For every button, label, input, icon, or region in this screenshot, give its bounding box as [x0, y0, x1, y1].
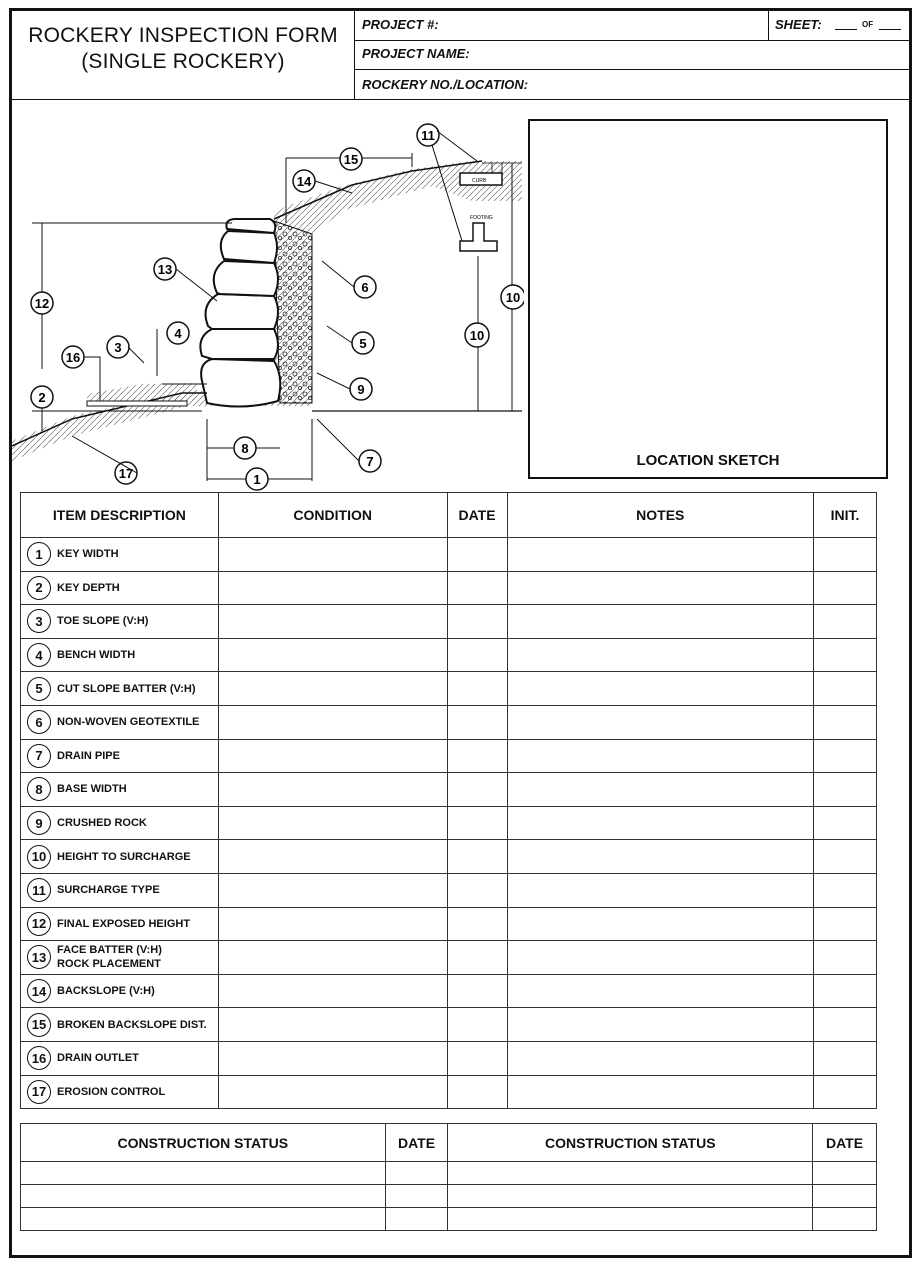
svg-text:FOOTING: FOOTING: [470, 215, 493, 221]
item-number-badge: 16: [27, 1046, 51, 1070]
init-cell[interactable]: [814, 806, 877, 840]
item-description-cell: [21, 974, 219, 1008]
item-number-badge: 17: [27, 1080, 51, 1104]
item-description-text: HEIGHT TO SURCHARGE: [57, 850, 191, 863]
condition-cell[interactable]: [218, 941, 447, 975]
header-notes: NOTES: [507, 493, 814, 538]
notes-cell[interactable]: [507, 1075, 814, 1109]
callout-10b: [501, 285, 524, 309]
svg-text:4: 4: [174, 326, 182, 341]
rock-2: [200, 329, 278, 359]
project-name-label: PROJECT NAME:: [362, 46, 470, 61]
item-description-text: KEY DEPTH: [57, 581, 120, 594]
table-row: [21, 571, 877, 605]
init-cell[interactable]: [814, 705, 877, 739]
header-date-left: DATE: [385, 1124, 448, 1162]
table-row: [21, 974, 877, 1008]
header-date: DATE: [447, 493, 507, 538]
rockery-location-label: ROCKERY NO./LOCATION:: [362, 77, 529, 92]
svg-text:7: 7: [366, 454, 374, 469]
status-date-right[interactable]: [813, 1185, 877, 1208]
svg-text:1: 1: [253, 472, 261, 487]
init-cell[interactable]: [814, 974, 877, 1008]
callout-5: [352, 332, 374, 354]
item-description-line1: FACE BATTER (V:H): [57, 944, 162, 957]
callout-16: [62, 346, 84, 368]
table-row: [21, 538, 877, 572]
init-cell[interactable]: [814, 1075, 877, 1109]
notes-cell[interactable]: [507, 941, 814, 975]
svg-text:9: 9: [357, 382, 365, 397]
construction-status-table: [20, 1123, 877, 1231]
condition-cell[interactable]: [218, 739, 447, 773]
header-construction-status-left: CONSTRUCTION STATUS: [21, 1124, 386, 1162]
notes-cell[interactable]: [507, 739, 814, 773]
table-row: [21, 873, 877, 907]
date-cell[interactable]: [447, 941, 507, 975]
condition-cell[interactable]: [218, 672, 447, 706]
item-description-text: [57, 943, 162, 971]
item-description-cell: [21, 571, 219, 605]
header-date-right: DATE: [813, 1124, 877, 1162]
form-subtitle: (SINGLE ROCKERY): [81, 50, 285, 73]
status-date-right[interactable]: [813, 1162, 877, 1185]
project-info-block: [354, 11, 909, 99]
init-cell[interactable]: [814, 571, 877, 605]
item-description-line2: ROCK PLACEMENT: [57, 958, 161, 971]
item-description-text: CUT SLOPE BATTER (V:H): [57, 682, 196, 695]
item-description-cell: [21, 1041, 219, 1075]
item-number-badge: 2: [27, 576, 51, 600]
project-number-field[interactable]: [354, 11, 909, 41]
notes-cell[interactable]: [507, 907, 814, 941]
status-row: [21, 1185, 877, 1208]
table-row: [21, 605, 877, 639]
date-cell[interactable]: [447, 806, 507, 840]
svg-text:14: 14: [296, 174, 312, 189]
item-description-text: DRAIN PIPE: [57, 749, 120, 762]
condition-cell[interactable]: [218, 1075, 447, 1109]
status-cell-left[interactable]: [21, 1208, 386, 1231]
table-row: [21, 1075, 877, 1109]
date-cell[interactable]: [447, 1041, 507, 1075]
item-description-text: FINAL EXPOSED HEIGHT: [57, 917, 191, 930]
callout-1: [246, 468, 268, 490]
item-number-badge: 11: [27, 878, 51, 902]
status-header-row: [21, 1124, 877, 1162]
table-row: [21, 638, 877, 672]
rock-5: [221, 231, 277, 263]
table-row: [21, 1008, 877, 1042]
condition-cell[interactable]: [218, 538, 447, 572]
table-row: [21, 705, 877, 739]
notes-cell[interactable]: [507, 571, 814, 605]
init-cell[interactable]: [814, 739, 877, 773]
rock-4: [214, 261, 278, 296]
item-number-badge: 6: [27, 710, 51, 734]
status-cell-left[interactable]: [21, 1185, 386, 1208]
item-description-text: BENCH WIDTH: [57, 649, 136, 662]
callout-3: [107, 336, 129, 358]
svg-text:12: 12: [34, 296, 50, 311]
table-row: [21, 672, 877, 706]
location-sketch-label: LOCATION SKETCH: [636, 452, 780, 469]
item-description-text: BACKSLOPE (V:H): [57, 985, 155, 998]
item-description-text: NON-WOVEN GEOTEXTILE: [57, 716, 200, 729]
rock-3: [206, 294, 278, 329]
condition-cell[interactable]: [218, 705, 447, 739]
item-description-cell: [21, 806, 219, 840]
condition-cell[interactable]: [218, 840, 447, 874]
item-number-badge: 10: [27, 845, 51, 869]
svg-text:8: 8: [241, 441, 249, 456]
item-description-text: BASE WIDTH: [57, 783, 127, 796]
item-number-badge: 5: [27, 677, 51, 701]
table-row: [21, 941, 877, 975]
header-item-description: ITEM DESCRIPTION: [21, 493, 219, 538]
condition-cell[interactable]: [218, 907, 447, 941]
item-description-cell: [21, 605, 219, 639]
table-row: [21, 773, 877, 807]
callout-13: [154, 258, 176, 280]
date-cell[interactable]: [447, 873, 507, 907]
table-row: [21, 739, 877, 773]
notes-cell[interactable]: [507, 873, 814, 907]
table-row: [21, 840, 877, 874]
sheet-of-label: OF: [862, 20, 874, 29]
status-date-left[interactable]: [385, 1208, 448, 1231]
date-cell[interactable]: [447, 907, 507, 941]
status-cell-right[interactable]: [448, 1208, 813, 1231]
item-description-text: BROKEN BACKSLOPE DIST.: [57, 1018, 207, 1031]
callout-2: [31, 386, 53, 408]
header-divider: [12, 99, 909, 100]
date-cell[interactable]: [447, 739, 507, 773]
condition-cell[interactable]: [218, 1041, 447, 1075]
sheet-field[interactable]: [768, 11, 909, 40]
svg-text:15: 15: [343, 152, 359, 167]
svg-text:2: 2: [38, 390, 46, 405]
date-cell[interactable]: [447, 571, 507, 605]
callout-14: [293, 170, 315, 192]
date-cell[interactable]: [447, 1075, 507, 1109]
callout-4: [167, 322, 189, 344]
init-cell[interactable]: [814, 672, 877, 706]
item-description-text: TOE SLOPE (V:H): [57, 615, 149, 628]
sheet-number-blank[interactable]: [835, 29, 857, 30]
item-description-cell: [21, 907, 219, 941]
condition-cell[interactable]: [218, 605, 447, 639]
condition-cell[interactable]: [218, 773, 447, 807]
status-date-right[interactable]: [813, 1208, 877, 1231]
date-cell[interactable]: [447, 638, 507, 672]
svg-text:3: 3: [114, 340, 122, 355]
notes-cell[interactable]: [507, 705, 814, 739]
sheet-label: SHEET:: [775, 17, 822, 32]
table-row: [21, 907, 877, 941]
location-sketch-box[interactable]: [528, 119, 888, 479]
status-date-left[interactable]: [385, 1162, 448, 1185]
condition-cell[interactable]: [218, 638, 447, 672]
notes-cell[interactable]: [507, 1041, 814, 1075]
notes-cell[interactable]: [507, 605, 814, 639]
svg-text:CURB: CURB: [472, 178, 487, 184]
sheet-total-blank[interactable]: [879, 29, 901, 30]
notes-cell[interactable]: [507, 974, 814, 1008]
svg-text:11: 11: [421, 128, 435, 143]
status-row: [21, 1208, 877, 1231]
item-number-badge: 1: [27, 542, 51, 566]
condition-cell[interactable]: [218, 806, 447, 840]
item-description-text: SURCHARGE TYPE: [57, 884, 160, 897]
item-description-cell: [21, 941, 219, 975]
init-cell[interactable]: [814, 941, 877, 975]
item-number-badge: 7: [27, 744, 51, 768]
date-cell[interactable]: [447, 773, 507, 807]
callout-7: [359, 450, 381, 472]
status-cell-right[interactable]: [448, 1162, 813, 1185]
callout-9: [350, 378, 372, 400]
rockery-cross-section-diagram: [12, 101, 524, 491]
svg-text:10: 10: [469, 328, 485, 343]
callout-12: [31, 292, 53, 314]
item-description-cell: [21, 840, 219, 874]
date-cell[interactable]: [447, 974, 507, 1008]
notes-cell[interactable]: [507, 773, 814, 807]
condition-cell[interactable]: [218, 974, 447, 1008]
item-description-cell: [21, 705, 219, 739]
condition-cell[interactable]: [218, 873, 447, 907]
rockery-location-field[interactable]: [354, 69, 909, 99]
item-number-badge: 13: [27, 945, 51, 969]
notes-cell[interactable]: [507, 840, 814, 874]
date-cell[interactable]: [447, 605, 507, 639]
item-number-badge: 8: [27, 777, 51, 801]
inspection-items-table: [20, 492, 877, 1109]
item-number-badge: 12: [27, 912, 51, 936]
header-construction-status-right: CONSTRUCTION STATUS: [448, 1124, 813, 1162]
callout-11: [417, 124, 439, 146]
form-title: ROCKERY INSPECTION FORM: [28, 24, 338, 47]
init-cell[interactable]: [814, 1008, 877, 1042]
item-description-cell: [21, 773, 219, 807]
callout-15: [340, 148, 362, 170]
item-description-text: EROSION CONTROL: [57, 1085, 166, 1098]
header-condition: CONDITION: [218, 493, 447, 538]
callout-6: [354, 276, 376, 298]
status-row: [21, 1162, 877, 1185]
item-description-cell: [21, 1008, 219, 1042]
init-cell[interactable]: [814, 773, 877, 807]
notes-cell[interactable]: [507, 638, 814, 672]
init-cell[interactable]: [814, 1041, 877, 1075]
header-init: INIT.: [814, 493, 877, 538]
table-row: [21, 1041, 877, 1075]
item-description-cell: [21, 538, 219, 572]
notes-cell[interactable]: [507, 538, 814, 572]
callout-10a: [465, 323, 489, 347]
project-name-field[interactable]: [354, 40, 909, 70]
condition-cell[interactable]: [218, 1008, 447, 1042]
item-description-cell: [21, 638, 219, 672]
date-cell[interactable]: [447, 538, 507, 572]
status-cell-left[interactable]: [21, 1162, 386, 1185]
date-cell[interactable]: [447, 1008, 507, 1042]
svg-text:10: 10: [505, 290, 521, 305]
callout-17: [115, 462, 137, 484]
status-cell-right[interactable]: [448, 1185, 813, 1208]
item-description-cell: [21, 672, 219, 706]
notes-cell[interactable]: [507, 1008, 814, 1042]
init-cell[interactable]: [814, 605, 877, 639]
svg-text:16: 16: [65, 350, 81, 365]
init-cell[interactable]: [814, 840, 877, 874]
item-description-text: KEY WIDTH: [57, 548, 119, 561]
notes-cell[interactable]: [507, 806, 814, 840]
init-cell[interactable]: [814, 907, 877, 941]
item-number-badge: 4: [27, 643, 51, 667]
init-cell[interactable]: [814, 638, 877, 672]
form-title-block: [12, 11, 355, 99]
item-number-badge: 15: [27, 1013, 51, 1037]
callout-8: [234, 437, 256, 459]
item-description-cell: [21, 1075, 219, 1109]
init-cell[interactable]: [814, 538, 877, 572]
project-number-label: PROJECT #:: [362, 17, 439, 32]
status-date-left[interactable]: [385, 1185, 448, 1208]
date-cell[interactable]: [447, 840, 507, 874]
item-number-badge: 9: [27, 811, 51, 835]
date-cell[interactable]: [447, 672, 507, 706]
date-cell[interactable]: [447, 705, 507, 739]
item-description-cell: [21, 739, 219, 773]
items-header-row: [21, 493, 877, 538]
notes-cell[interactable]: [507, 672, 814, 706]
item-description-text: DRAIN OUTLET: [57, 1052, 139, 1065]
item-description-text: CRUSHED ROCK: [57, 817, 147, 830]
item-description-cell: [21, 873, 219, 907]
svg-text:17: 17: [118, 466, 134, 481]
item-number-badge: 14: [27, 979, 51, 1003]
svg-text:5: 5: [359, 336, 367, 351]
condition-cell[interactable]: [218, 571, 447, 605]
item-number-badge: 3: [27, 609, 51, 633]
rock-1: [201, 359, 280, 407]
init-cell[interactable]: [814, 873, 877, 907]
table-row: [21, 806, 877, 840]
svg-text:6: 6: [361, 280, 369, 295]
svg-text:13: 13: [157, 262, 173, 277]
